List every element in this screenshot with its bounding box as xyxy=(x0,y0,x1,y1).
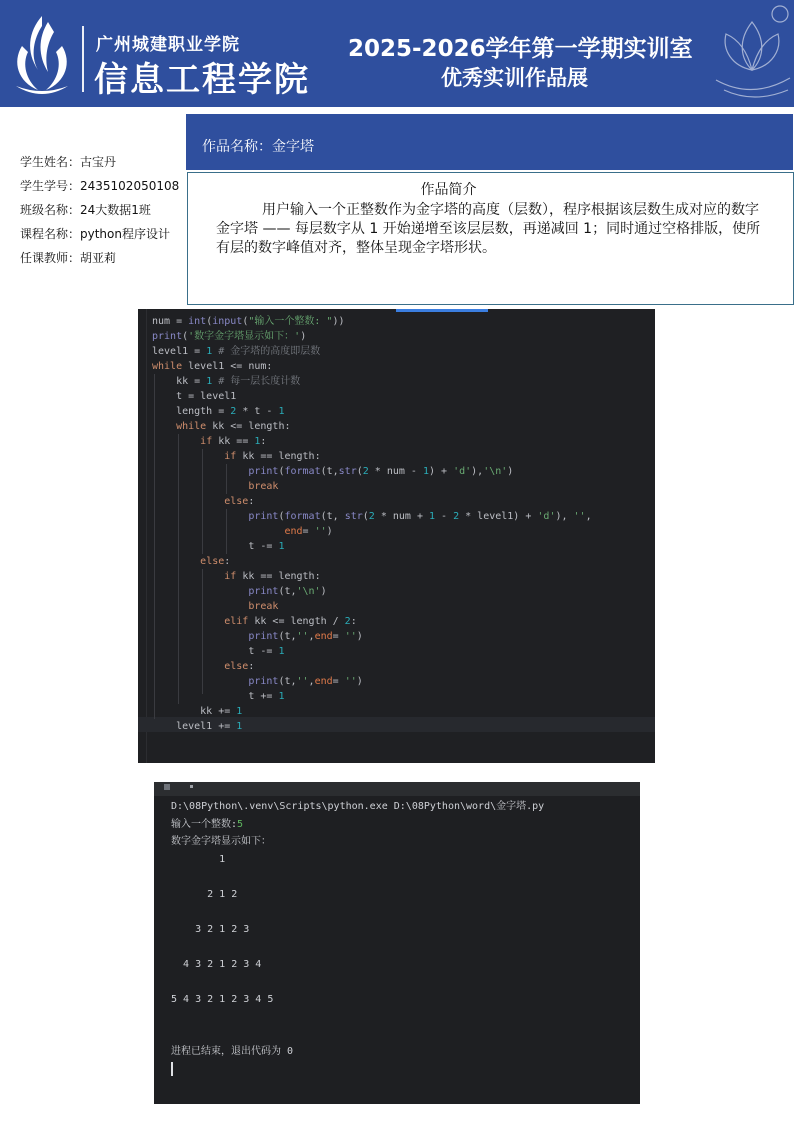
code-gutter xyxy=(146,309,147,763)
student-info xyxy=(20,155,190,275)
code-line xyxy=(152,509,592,524)
terminal-line xyxy=(171,903,544,921)
code-token: while xyxy=(176,421,207,432)
code-token xyxy=(152,481,248,492)
terminal-dot-icon xyxy=(190,785,193,788)
code-line xyxy=(152,449,592,464)
code-line xyxy=(152,569,592,584)
code-token: 2 xyxy=(453,511,460,522)
code-token: input xyxy=(212,316,243,327)
code-token: ( xyxy=(278,511,285,522)
code-token: kk <= length / xyxy=(248,616,345,627)
code-token: str xyxy=(344,511,363,522)
code-token: level1 = xyxy=(152,346,207,357)
code-token: t -= xyxy=(152,646,279,657)
code-token: end xyxy=(284,526,303,537)
terminal-output xyxy=(171,798,544,1061)
code-token: * t - xyxy=(236,406,279,417)
code-token: * num - xyxy=(368,466,423,477)
code-token: print xyxy=(152,331,183,342)
terminal-cursor xyxy=(171,1062,173,1076)
code-token: : xyxy=(248,496,255,507)
code-token: kk <= length: xyxy=(206,421,291,432)
code-token: 1 xyxy=(278,646,285,657)
code-token: * num + xyxy=(374,511,429,522)
code-token xyxy=(152,451,224,462)
code-token xyxy=(152,661,224,672)
terminal-toolbar xyxy=(154,782,640,796)
student-id: 学生学号：2435102050108 xyxy=(20,179,180,193)
college-name: 信息工程学院 xyxy=(94,60,310,100)
terminal-line xyxy=(171,1008,544,1026)
work-title-bar xyxy=(186,114,793,170)
code-line xyxy=(152,494,592,509)
code-token: ( xyxy=(242,316,249,327)
code-token: kk == length: xyxy=(236,571,321,582)
code-token xyxy=(152,496,224,507)
course-name: 课程名称：python程序设计 xyxy=(20,227,170,241)
terminal-line: 4 3 2 1 2 3 4 xyxy=(171,958,262,970)
code-token: if xyxy=(224,571,237,582)
code-token: format xyxy=(284,511,321,522)
code-token: 'd' xyxy=(537,511,556,522)
code-line xyxy=(152,659,592,674)
code-token: ), xyxy=(471,466,484,477)
code-token: (t, xyxy=(320,511,345,522)
code-token: '' xyxy=(314,526,327,537)
code-line xyxy=(152,479,592,494)
exhibition-subtitle: 优秀实训作品展 xyxy=(441,66,588,90)
code-token: break xyxy=(248,601,279,612)
code-token: ) + xyxy=(429,466,454,477)
code-lines xyxy=(152,314,592,734)
code-token: : xyxy=(350,616,357,627)
teacher-name: 任课教师：胡亚莉 xyxy=(20,251,117,265)
code-token xyxy=(152,526,284,537)
code-token xyxy=(152,421,176,432)
code-token: kk += xyxy=(152,706,237,717)
code-token: '' xyxy=(344,631,357,642)
code-token: )) xyxy=(332,316,345,327)
code-token: while xyxy=(152,361,183,372)
code-token xyxy=(152,571,224,582)
code-token: 2 xyxy=(344,616,351,627)
intro-box xyxy=(187,172,794,305)
code-token xyxy=(152,616,224,627)
code-token: 'd' xyxy=(453,466,472,477)
terminal-line: 数字金字塔显示如下： xyxy=(171,836,271,847)
code-token: kk = xyxy=(152,376,207,387)
code-token: - xyxy=(435,511,454,522)
code-token: '数字金字塔显示如下：' xyxy=(188,331,301,342)
code-line xyxy=(152,614,592,629)
code-token: 1 xyxy=(278,691,285,702)
code-token: 1 xyxy=(278,541,285,552)
lotus-decoration-icon xyxy=(710,0,794,107)
code-token: break xyxy=(248,481,279,492)
code-token: * level1) + xyxy=(459,511,538,522)
code-line xyxy=(152,599,592,614)
code-token: 1 xyxy=(422,466,429,477)
code-token: format xyxy=(284,466,321,477)
code-token xyxy=(152,676,248,687)
terminal-line xyxy=(171,868,544,886)
code-token: 1 xyxy=(236,706,243,717)
code-token: if xyxy=(200,436,213,447)
code-token: print xyxy=(248,586,279,597)
code-token: t += xyxy=(152,691,279,702)
code-token: '' xyxy=(344,676,357,687)
code-line xyxy=(152,359,592,374)
class-name: 班级名称：24大数据1班 xyxy=(20,203,151,217)
code-token: '\n' xyxy=(483,466,508,477)
code-token: else xyxy=(224,496,249,507)
code-token: level1 <= num: xyxy=(182,361,273,372)
code-token xyxy=(152,436,200,447)
code-line xyxy=(152,584,592,599)
terminal-line: 输入一个整数:5 xyxy=(171,818,244,830)
code-token: ) xyxy=(356,631,363,642)
terminal-tool-icon xyxy=(164,784,170,790)
terminal-line xyxy=(171,1026,544,1044)
code-token: = xyxy=(332,676,345,687)
code-token: (t, xyxy=(278,676,297,687)
code-token: = xyxy=(332,631,345,642)
code-token xyxy=(152,601,248,612)
code-token: str xyxy=(338,466,357,477)
code-line xyxy=(152,434,592,449)
code-token: = xyxy=(302,526,315,537)
code-line xyxy=(152,419,592,434)
code-line xyxy=(152,554,592,569)
code-token: kk == xyxy=(212,436,255,447)
code-token: 1 xyxy=(236,721,243,732)
code-line xyxy=(152,539,592,554)
code-token: level1 += xyxy=(152,721,237,732)
terminal-line: D:\08Python\.venv\Scripts\python.exe D:\08Python\word\金字塔.py xyxy=(171,801,545,812)
college-logo-icon xyxy=(8,12,76,96)
code-scroll-indicator xyxy=(396,309,488,312)
code-line xyxy=(152,389,592,404)
code-line xyxy=(152,344,592,359)
student-name: 学生姓名：古宝丹 xyxy=(20,155,117,169)
code-token: : xyxy=(248,661,255,672)
code-token: , xyxy=(308,676,315,687)
code-token: ) xyxy=(320,586,327,597)
code-token: int xyxy=(188,316,207,327)
terminal-line xyxy=(171,973,544,991)
code-line xyxy=(152,329,592,344)
code-token: t -= xyxy=(152,541,279,552)
banner-divider xyxy=(82,26,84,92)
code-token: print xyxy=(248,676,279,687)
code-token xyxy=(152,511,248,522)
code-token: 1 xyxy=(429,511,436,522)
code-screenshot xyxy=(138,309,655,763)
header-banner xyxy=(0,0,794,107)
code-line xyxy=(152,629,592,644)
code-line xyxy=(152,644,592,659)
code-token: (t, xyxy=(278,586,297,597)
code-token xyxy=(152,631,248,642)
code-token: ) xyxy=(507,466,514,477)
code-token: if xyxy=(224,451,237,462)
code-token: length = xyxy=(152,406,231,417)
code-token: # 金字塔的高度即层数 xyxy=(212,346,321,357)
terminal-line xyxy=(171,938,544,956)
code-token: 1 xyxy=(278,406,285,417)
code-token: '\n' xyxy=(296,586,321,597)
code-line xyxy=(152,464,592,479)
code-token xyxy=(152,556,200,567)
code-token: , xyxy=(585,511,592,522)
work-title: 作品名称：金字塔 xyxy=(202,139,314,155)
code-token: # 每一层长度计数 xyxy=(212,376,301,387)
code-token: 2 xyxy=(368,511,375,522)
code-token: 1 xyxy=(254,436,261,447)
code-token: ( xyxy=(182,331,189,342)
code-token: ) xyxy=(300,331,307,342)
code-token: '' xyxy=(573,511,586,522)
code-token: print xyxy=(248,466,279,477)
terminal-line: 2 1 2 xyxy=(171,888,238,900)
terminal-screenshot xyxy=(154,782,640,1104)
code-token: ) xyxy=(356,676,363,687)
code-token: 1 xyxy=(206,346,213,357)
code-line xyxy=(152,719,592,734)
code-token: 2 xyxy=(230,406,237,417)
code-token xyxy=(152,466,248,477)
exhibition-title: 2025-2026学年第一学期实训室 xyxy=(348,36,693,62)
terminal-line: 1 xyxy=(171,853,226,865)
code-token: ( xyxy=(206,316,213,327)
code-token: "输入一个整数: " xyxy=(248,316,333,327)
terminal-line: 5 4 3 2 1 2 3 4 5 xyxy=(171,993,274,1005)
code-line xyxy=(152,374,592,389)
code-token: ( xyxy=(362,511,369,522)
code-token: , xyxy=(308,631,315,642)
terminal-line: 进程已结束，退出代码为 0 xyxy=(171,1046,294,1057)
code-line xyxy=(152,689,592,704)
code-token: else xyxy=(224,661,249,672)
code-token: num = xyxy=(152,316,189,327)
code-token: 2 xyxy=(362,466,369,477)
code-token: '' xyxy=(296,676,309,687)
intro-heading: 作品简介 xyxy=(420,182,477,198)
code-token: (t, xyxy=(278,631,297,642)
code-token xyxy=(152,586,248,597)
code-token: print xyxy=(248,511,279,522)
code-token: t = level1 xyxy=(152,391,237,402)
code-token: : xyxy=(260,436,267,447)
terminal-line: 3 2 1 2 3 xyxy=(171,923,250,935)
code-token: : xyxy=(224,556,231,567)
code-line xyxy=(152,674,592,689)
code-token: ( xyxy=(356,466,363,477)
code-line xyxy=(152,524,592,539)
code-line xyxy=(152,314,592,329)
code-line xyxy=(152,704,592,719)
intro-text: 用户输入一个正整数作为金字塔的高度（层数），程序根据该层数生成对应的数字金字塔 —— 每层数字从 1 开始递增至该层层数，再递减回 1；同时通过空格排版，使所有层的数字峰值对齐，整体呈现金字塔形状。 xyxy=(216,202,761,256)
code-token: (t, xyxy=(320,466,339,477)
code-token: end xyxy=(314,631,333,642)
code-token: ( xyxy=(278,466,285,477)
code-token: else xyxy=(200,556,225,567)
code-token: elif xyxy=(224,616,249,627)
code-token: kk == length: xyxy=(236,451,321,462)
code-line xyxy=(152,404,592,419)
code-token: ) xyxy=(326,526,333,537)
school-name: 广州城建职业学院 xyxy=(96,35,240,55)
code-token: end xyxy=(314,676,333,687)
code-token: ), xyxy=(555,511,574,522)
code-token: 1 xyxy=(206,376,213,387)
code-token: print xyxy=(248,631,279,642)
code-token: '' xyxy=(296,631,309,642)
